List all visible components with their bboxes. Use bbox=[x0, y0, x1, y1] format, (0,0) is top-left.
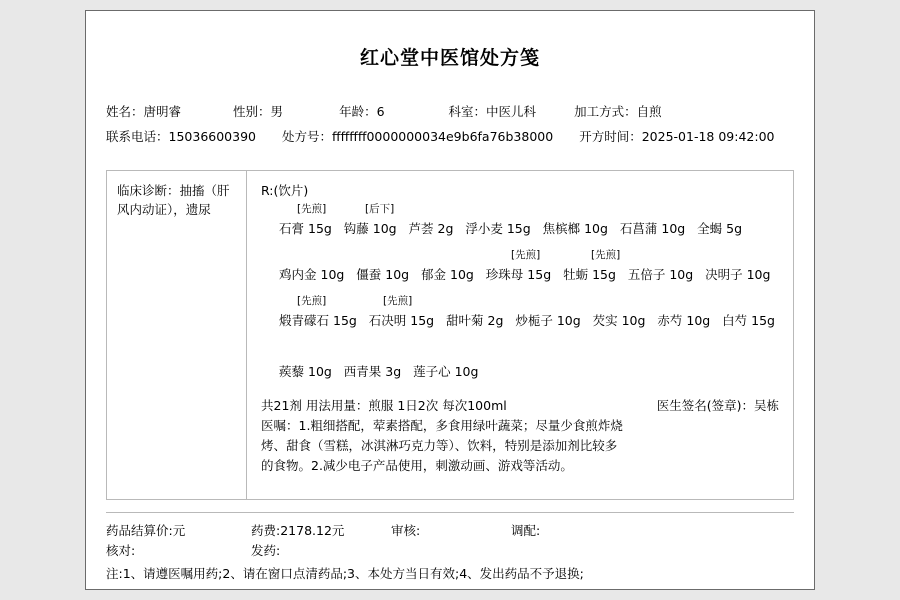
footer-block bbox=[106, 512, 794, 582]
diagnosis-label: 临床诊断： bbox=[117, 183, 180, 198]
patient-name-label: 姓名： bbox=[106, 104, 144, 119]
herb-name: 白芍 bbox=[722, 313, 748, 328]
issue-label: 发药: bbox=[251, 543, 281, 558]
herb-name: 牡蛎 bbox=[563, 267, 589, 282]
phone-value: 15036600390 bbox=[168, 129, 256, 144]
herb-tag-line bbox=[261, 293, 783, 310]
herb-name: 炒栀子 bbox=[515, 313, 553, 328]
herb-dose: 15g bbox=[308, 221, 332, 236]
herb-dose: 10g bbox=[556, 313, 581, 328]
tag-first-decoct: [先煎] bbox=[383, 295, 413, 307]
herb-dose: 10g bbox=[746, 267, 771, 282]
herb-item bbox=[697, 218, 742, 240]
herb-dose: 10g bbox=[320, 267, 345, 282]
patient-gender-value: 男 bbox=[270, 104, 284, 119]
review-field bbox=[391, 521, 511, 539]
patient-age-value: 6 bbox=[376, 104, 385, 119]
herb-name: 珍珠母 bbox=[485, 267, 524, 282]
rx-header: R:(饮片) bbox=[261, 183, 309, 198]
herb-name: 石膏 bbox=[279, 221, 305, 236]
herb-row bbox=[261, 361, 783, 390]
herb-item bbox=[486, 264, 551, 286]
tag-first-decoct: [先煎] bbox=[297, 295, 327, 307]
patient-age-label: 年龄： bbox=[339, 104, 377, 119]
footer-row-1 bbox=[106, 521, 794, 541]
herb-name: 僵蚕 bbox=[356, 267, 382, 282]
rx-time-label: 开方时间： bbox=[579, 129, 642, 144]
diagnosis-cell bbox=[107, 171, 247, 499]
herb-name: 蒺藜 bbox=[279, 364, 305, 379]
patient-gender-label: 性别： bbox=[233, 104, 271, 119]
doctor-signature-label: 医生签名(签章)： bbox=[656, 398, 754, 413]
fee-field bbox=[251, 521, 391, 539]
herb-name: 石决明 bbox=[368, 313, 407, 328]
herb-name: 石菖蒲 bbox=[619, 221, 658, 236]
herb-dose: 10g bbox=[621, 313, 646, 328]
herb-item bbox=[593, 310, 646, 332]
doctor-signature bbox=[657, 396, 779, 415]
prescription-table bbox=[106, 170, 794, 500]
herb-dose: 15g bbox=[333, 313, 357, 328]
herb-dose: 10g bbox=[308, 364, 332, 379]
herb-item bbox=[344, 361, 401, 383]
herb-tag-line bbox=[261, 201, 783, 218]
settle-price-field bbox=[106, 521, 251, 539]
herb-item bbox=[705, 264, 770, 286]
herb-dose: 10g bbox=[669, 267, 694, 282]
herb-item bbox=[279, 218, 332, 240]
herb-dose: 10g bbox=[661, 221, 686, 236]
issue-field bbox=[251, 541, 391, 559]
herb-item bbox=[465, 218, 530, 240]
herb-item bbox=[657, 310, 710, 332]
doctor-signature-value: 吴栋 bbox=[753, 398, 779, 413]
herb-item bbox=[279, 310, 357, 332]
herb-name: 西青果 bbox=[343, 364, 382, 379]
phone-label: 联系电话： bbox=[106, 129, 169, 144]
herb-dose: 15g bbox=[592, 267, 616, 282]
herb-item bbox=[344, 218, 397, 240]
review-label: 审核: bbox=[391, 523, 421, 538]
tag-first-decoct: [先煎] bbox=[297, 203, 327, 215]
advice-line-2: 烤、甜食（雪糕，冰淇淋巧克力等）、饮料，特别是添加剂比较多 bbox=[261, 438, 618, 453]
herb-dose: 15g bbox=[751, 313, 775, 328]
department-label: 科室： bbox=[448, 104, 487, 119]
check-label: 核对: bbox=[106, 543, 136, 558]
usage-text: 共21剂 用法用量：煎服 1日2次 每次100ml bbox=[261, 398, 507, 413]
herb-item bbox=[563, 264, 616, 286]
herb-dose: 15g bbox=[527, 267, 552, 282]
herb-name: 赤芍 bbox=[657, 313, 683, 328]
herb-item bbox=[446, 310, 503, 332]
dispense-label: 调配: bbox=[511, 523, 541, 538]
settle-price-label: 药品结算价: bbox=[106, 523, 173, 538]
herb-name: 莲子心 bbox=[413, 364, 451, 379]
herb-list-cell bbox=[247, 171, 793, 499]
footer-note: 注:1、请遵医嘱用药;2、请在窗口点清药品;3、本处方当日有效;4、发出药品不予退换; bbox=[106, 566, 584, 581]
process-method-value: 自煎 bbox=[636, 104, 662, 119]
settle-price-value: 元 bbox=[172, 523, 186, 538]
herb-item bbox=[356, 264, 409, 286]
department-value: 中医儿科 bbox=[486, 104, 537, 119]
herb-item bbox=[279, 361, 332, 383]
herb-dose: 5g bbox=[726, 221, 743, 236]
herb-item bbox=[543, 218, 608, 240]
herb-item bbox=[413, 361, 478, 383]
process-method-label: 加工方式： bbox=[574, 104, 637, 119]
herb-dose: 2g bbox=[487, 313, 504, 328]
herb-name: 钩藤 bbox=[343, 221, 369, 236]
herb-name: 郁金 bbox=[421, 267, 447, 282]
herb-row bbox=[261, 218, 783, 247]
herb-name: 芦荟 bbox=[408, 221, 434, 236]
patient-info-row-2 bbox=[106, 127, 794, 152]
footer-row-2 bbox=[106, 541, 794, 561]
herb-dose: 10g bbox=[385, 267, 410, 282]
herb-name: 决明子 bbox=[705, 267, 743, 282]
rx-time-value: 2025-01-18 09:42:00 bbox=[641, 129, 775, 144]
herb-dose: 10g bbox=[372, 221, 397, 236]
advice-line-3: 的食物。2.减少电子产品使用，刺激动画、游戏等活动。 bbox=[261, 458, 573, 473]
prescription-sheet bbox=[85, 10, 815, 590]
herb-item bbox=[722, 310, 775, 332]
diagnosis-value: 抽搐（肝风内动证），遗尿 bbox=[117, 183, 230, 217]
herb-dose: 10g bbox=[450, 267, 474, 282]
herb-name: 全蝎 bbox=[697, 221, 723, 236]
patient-info-block bbox=[86, 102, 814, 152]
rx-number-value: ffffffff0000000034e9b6fa76b38000 bbox=[332, 129, 554, 144]
fee-label: 药费: bbox=[251, 523, 281, 538]
herb-item bbox=[421, 264, 474, 286]
tag-first-decoct: [先煎] bbox=[591, 249, 621, 261]
patient-name-value: 唐明睿 bbox=[143, 104, 182, 119]
herb-name: 芡实 bbox=[592, 313, 618, 328]
herb-name: 浮小麦 bbox=[465, 221, 503, 236]
herb-name: 煅青礞石 bbox=[279, 313, 330, 328]
herb-row bbox=[261, 264, 783, 293]
herb-name: 五倍子 bbox=[627, 267, 666, 282]
rx-number-label: 处方号： bbox=[282, 129, 333, 144]
herb-item bbox=[515, 310, 580, 332]
herb-row bbox=[261, 310, 783, 339]
herb-name: 鸡内金 bbox=[279, 267, 317, 282]
herb-dose: 2g bbox=[437, 221, 454, 236]
page-title: 红心堂中医馆处方笺 bbox=[359, 47, 540, 69]
herb-dose: 10g bbox=[686, 313, 711, 328]
herb-item bbox=[279, 264, 344, 286]
patient-info-row-1 bbox=[106, 102, 794, 127]
usage-summary-row bbox=[261, 396, 783, 415]
herb-item bbox=[409, 218, 454, 240]
herb-tag-line bbox=[261, 247, 783, 264]
herb-dose: 10g bbox=[454, 364, 479, 379]
herb-item bbox=[620, 218, 685, 240]
herb-dose: 3g bbox=[385, 364, 402, 379]
tag-first-decoct: [先煎] bbox=[511, 249, 541, 261]
check-field bbox=[106, 541, 251, 559]
advice-line-1: 医嘱：1.粗细搭配，荤素搭配，多食用绿叶蔬菜；尽量少食煎炸烧 bbox=[261, 418, 623, 433]
spacer-row bbox=[261, 339, 783, 361]
tag-later-add: [后下] bbox=[365, 203, 395, 215]
herb-name: 焦槟榔 bbox=[542, 221, 581, 236]
dispense-field bbox=[511, 521, 631, 539]
herb-item bbox=[628, 264, 693, 286]
herb-dose: 10g bbox=[584, 221, 608, 236]
herb-item bbox=[369, 310, 434, 332]
herb-dose: 15g bbox=[410, 313, 435, 328]
fee-value: 2178.12元 bbox=[280, 523, 345, 538]
herb-dose: 15g bbox=[506, 221, 531, 236]
herb-name: 甜叶菊 bbox=[446, 313, 484, 328]
